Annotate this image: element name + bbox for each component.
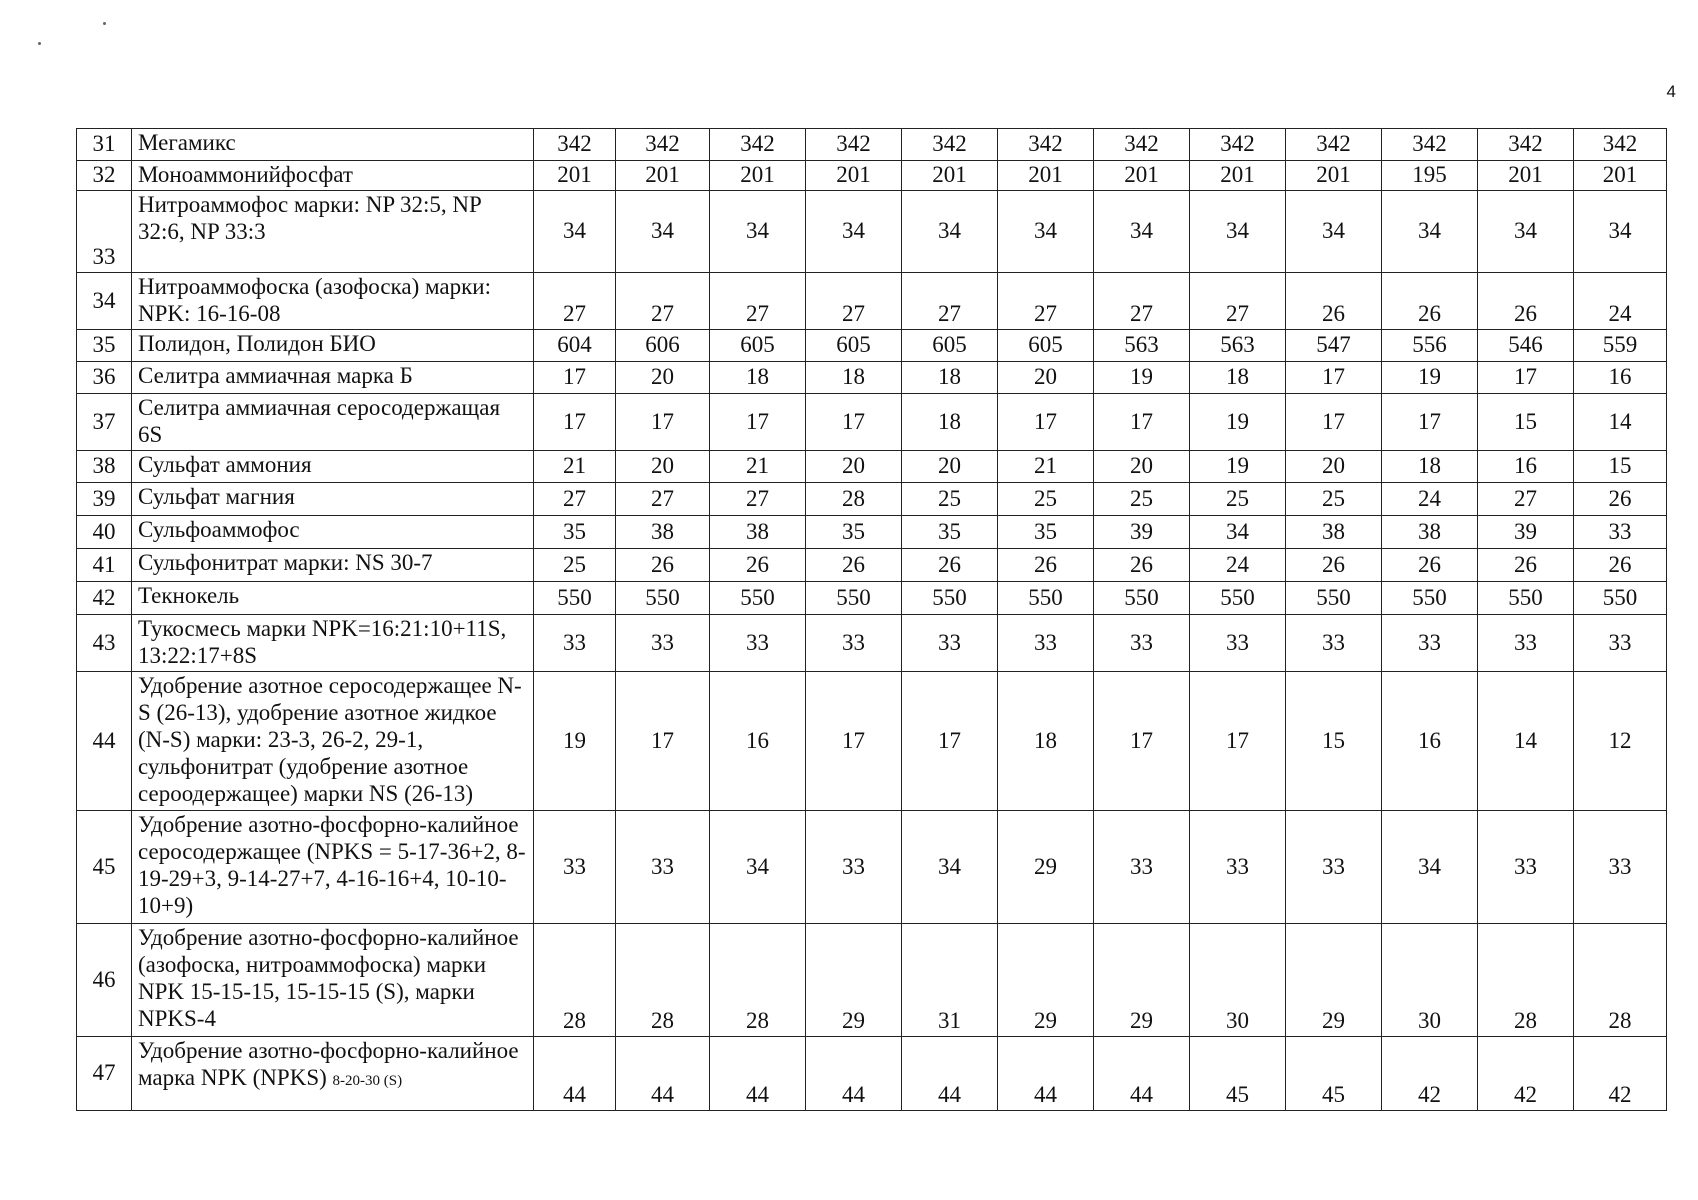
product-name-cell [132, 615, 534, 672]
table-row [77, 451, 1667, 483]
row-number: 45 [77, 811, 132, 924]
table-row [77, 1037, 1667, 1111]
value-cell: 342 [534, 129, 616, 161]
fertilizer-price-table [76, 128, 1667, 1111]
value-cell: 550 [998, 582, 1094, 615]
value-cell: 29 [998, 811, 1094, 924]
value-cell: 16 [1574, 362, 1667, 394]
value-cell: 342 [1382, 129, 1478, 161]
value-cell: 33 [534, 615, 616, 672]
value-cell: 18 [902, 394, 998, 451]
product-name: Полидон, Полидон БИО [138, 331, 376, 356]
value-cell: 42 [1574, 1037, 1667, 1111]
table-row [77, 672, 1667, 811]
product-name: Удобрение азотное серосодержащее N-S (26-13), удобрение азотное жидкое (N-S) марки: 23-3, 26-2, 29-1, сульфонитрат (удобрение азотное сероодержащее) марки NS (26-13) [138, 673, 522, 806]
value-cell: 34 [1094, 191, 1190, 273]
value-cell: 42 [1478, 1037, 1574, 1111]
product-name: Удобрение азотно-фосфорно-калийное марка NPK (NPKS) [138, 1038, 519, 1090]
value-cell: 33 [1574, 516, 1667, 549]
value-cell: 33 [616, 615, 710, 672]
value-cell: 24 [1382, 483, 1478, 516]
value-cell: 195 [1382, 161, 1478, 191]
table-row [77, 161, 1667, 191]
value-cell: 201 [1286, 161, 1382, 191]
product-name: Текнокель [138, 583, 240, 608]
value-cell: 34 [1478, 191, 1574, 273]
value-cell: 342 [902, 129, 998, 161]
value-cell: 14 [1574, 394, 1667, 451]
value-cell: 27 [710, 273, 806, 330]
value-cell: 28 [616, 924, 710, 1037]
value-cell: 24 [1574, 273, 1667, 330]
value-cell: 19 [534, 672, 616, 811]
value-cell: 15 [1478, 394, 1574, 451]
value-cell: 28 [534, 924, 616, 1037]
value-cell: 33 [806, 615, 902, 672]
value-cell: 18 [806, 362, 902, 394]
value-cell: 550 [1478, 582, 1574, 615]
product-name: Сульфат магния [138, 484, 295, 509]
value-cell: 17 [1286, 362, 1382, 394]
row-number: 43 [77, 615, 132, 672]
value-cell: 27 [616, 483, 710, 516]
value-cell: 26 [616, 549, 710, 582]
value-cell: 20 [806, 451, 902, 483]
value-cell: 15 [1286, 672, 1382, 811]
value-cell: 201 [902, 161, 998, 191]
product-name-cell [132, 582, 534, 615]
value-cell: 33 [616, 811, 710, 924]
value-cell: 18 [998, 672, 1094, 811]
row-number: 44 [77, 672, 132, 811]
value-cell: 201 [1574, 161, 1667, 191]
value-cell: 17 [1190, 672, 1286, 811]
value-cell: 34 [902, 811, 998, 924]
value-cell: 17 [1094, 394, 1190, 451]
value-cell: 28 [1574, 924, 1667, 1037]
value-cell: 342 [616, 129, 710, 161]
value-cell: 201 [534, 161, 616, 191]
product-name-suffix: 8-20-30 (S) [332, 1073, 403, 1089]
value-cell: 27 [1094, 273, 1190, 330]
value-cell: 606 [616, 330, 710, 362]
value-cell: 556 [1382, 330, 1478, 362]
value-cell: 33 [1190, 811, 1286, 924]
value-cell: 18 [1190, 362, 1286, 394]
product-name: Нитроаммофос марки: NP 32:5, NP 32:6, NP 33:3 [138, 192, 481, 244]
value-cell: 27 [902, 273, 998, 330]
value-cell: 25 [998, 483, 1094, 516]
value-cell: 25 [1286, 483, 1382, 516]
value-cell: 35 [806, 516, 902, 549]
value-cell: 20 [616, 362, 710, 394]
value-cell: 17 [1094, 672, 1190, 811]
value-cell: 33 [1478, 615, 1574, 672]
product-name-cell [132, 273, 534, 330]
value-cell: 201 [1190, 161, 1286, 191]
value-cell: 26 [1478, 273, 1574, 330]
value-cell: 605 [998, 330, 1094, 362]
value-cell: 44 [616, 1037, 710, 1111]
value-cell: 14 [1478, 672, 1574, 811]
value-cell: 25 [1094, 483, 1190, 516]
value-cell: 27 [710, 483, 806, 516]
value-cell: 20 [902, 451, 998, 483]
table-row [77, 394, 1667, 451]
value-cell: 563 [1190, 330, 1286, 362]
product-name: Тукосмесь марки NPK=16:21:10+11S, 13:22:17+8S [138, 616, 507, 668]
row-number: 47 [77, 1037, 132, 1111]
value-cell: 34 [1382, 191, 1478, 273]
value-cell: 17 [710, 394, 806, 451]
row-number: 36 [77, 362, 132, 394]
value-cell: 42 [1382, 1037, 1478, 1111]
table-row [77, 362, 1667, 394]
value-cell: 16 [1478, 451, 1574, 483]
table-row [77, 191, 1667, 273]
value-cell: 35 [902, 516, 998, 549]
value-cell: 28 [1478, 924, 1574, 1037]
product-name-cell [132, 191, 534, 273]
product-name: Удобрение азотно-фосфорно-калийное (азофоска, нитроаммофоска) марки NPK 15-15-15, 15-15-15 (S), марки NPKS-4 [138, 925, 519, 1031]
table-row [77, 615, 1667, 672]
value-cell: 16 [710, 672, 806, 811]
value-cell: 201 [710, 161, 806, 191]
value-cell: 17 [998, 394, 1094, 451]
value-cell: 45 [1190, 1037, 1286, 1111]
value-cell: 33 [1286, 615, 1382, 672]
value-cell: 27 [998, 273, 1094, 330]
value-cell: 26 [1382, 273, 1478, 330]
row-number: 41 [77, 549, 132, 582]
value-cell: 38 [710, 516, 806, 549]
value-cell: 201 [616, 161, 710, 191]
row-number: 46 [77, 924, 132, 1037]
value-cell: 26 [998, 549, 1094, 582]
value-cell: 17 [1382, 394, 1478, 451]
value-cell: 44 [534, 1037, 616, 1111]
value-cell: 33 [998, 615, 1094, 672]
table-row [77, 273, 1667, 330]
value-cell: 550 [534, 582, 616, 615]
product-name: Сульфат аммония [138, 452, 312, 477]
value-cell: 27 [616, 273, 710, 330]
value-cell: 33 [1094, 811, 1190, 924]
value-cell: 33 [1094, 615, 1190, 672]
value-cell: 33 [1478, 811, 1574, 924]
value-cell: 16 [1382, 672, 1478, 811]
value-cell: 33 [1574, 615, 1667, 672]
product-name-cell [132, 161, 534, 191]
product-name-cell [132, 924, 534, 1037]
value-cell: 342 [1286, 129, 1382, 161]
value-cell: 19 [1190, 451, 1286, 483]
value-cell: 550 [1286, 582, 1382, 615]
value-cell: 18 [902, 362, 998, 394]
value-cell: 17 [534, 362, 616, 394]
value-cell: 31 [902, 924, 998, 1037]
row-number: 31 [77, 129, 132, 161]
product-name: Нитроаммофоска (азофоска) марки: NPK: 16-16-08 [138, 274, 491, 326]
value-cell: 26 [1574, 483, 1667, 516]
value-cell: 18 [710, 362, 806, 394]
value-cell: 39 [1478, 516, 1574, 549]
product-name: Моноаммонийфосфат [138, 162, 353, 187]
value-cell: 26 [1286, 273, 1382, 330]
value-cell: 33 [1382, 615, 1478, 672]
row-number: 40 [77, 516, 132, 549]
table-row [77, 483, 1667, 516]
value-cell: 201 [806, 161, 902, 191]
value-cell: 34 [1574, 191, 1667, 273]
product-name-cell [132, 129, 534, 161]
row-number: 35 [77, 330, 132, 362]
value-cell: 33 [902, 615, 998, 672]
value-cell: 34 [806, 191, 902, 273]
value-cell: 21 [998, 451, 1094, 483]
value-cell: 34 [998, 191, 1094, 273]
value-cell: 546 [1478, 330, 1574, 362]
product-name-cell [132, 483, 534, 516]
value-cell: 17 [616, 672, 710, 811]
value-cell: 35 [534, 516, 616, 549]
value-cell: 17 [534, 394, 616, 451]
value-cell: 29 [1286, 924, 1382, 1037]
value-cell: 27 [1478, 483, 1574, 516]
table-row [77, 582, 1667, 615]
value-cell: 19 [1094, 362, 1190, 394]
table-row [77, 129, 1667, 161]
table-row [77, 924, 1667, 1037]
value-cell: 44 [806, 1037, 902, 1111]
value-cell: 27 [534, 483, 616, 516]
product-name-cell [132, 516, 534, 549]
value-cell: 44 [1094, 1037, 1190, 1111]
value-cell: 33 [1286, 811, 1382, 924]
value-cell: 28 [806, 483, 902, 516]
value-cell: 33 [710, 615, 806, 672]
value-cell: 28 [710, 924, 806, 1037]
value-cell: 550 [710, 582, 806, 615]
value-cell: 33 [806, 811, 902, 924]
table-row [77, 549, 1667, 582]
row-number: 39 [77, 483, 132, 516]
value-cell: 26 [1478, 549, 1574, 582]
value-cell: 342 [998, 129, 1094, 161]
value-cell: 39 [1094, 516, 1190, 549]
value-cell: 34 [1190, 516, 1286, 549]
value-cell: 34 [710, 811, 806, 924]
value-cell: 19 [1382, 362, 1478, 394]
product-name-cell [132, 451, 534, 483]
product-name: Селитра аммиачная марка Б [138, 363, 413, 388]
product-name-cell [132, 549, 534, 582]
value-cell: 33 [1574, 811, 1667, 924]
table-row [77, 811, 1667, 924]
value-cell: 26 [1574, 549, 1667, 582]
value-cell: 550 [1094, 582, 1190, 615]
product-name-cell [132, 1037, 534, 1111]
row-number: 32 [77, 161, 132, 191]
value-cell: 45 [1286, 1037, 1382, 1111]
value-cell: 20 [616, 451, 710, 483]
value-cell: 201 [1478, 161, 1574, 191]
product-name-cell [132, 330, 534, 362]
value-cell: 21 [534, 451, 616, 483]
value-cell: 27 [534, 273, 616, 330]
value-cell: 550 [1574, 582, 1667, 615]
value-cell: 15 [1574, 451, 1667, 483]
value-cell: 17 [806, 394, 902, 451]
value-cell: 26 [902, 549, 998, 582]
value-cell: 17 [1478, 362, 1574, 394]
value-cell: 605 [710, 330, 806, 362]
value-cell: 25 [902, 483, 998, 516]
value-cell: 29 [998, 924, 1094, 1037]
row-number: 37 [77, 394, 132, 451]
row-number: 34 [77, 273, 132, 330]
value-cell: 30 [1190, 924, 1286, 1037]
table-row [77, 330, 1667, 362]
value-cell: 604 [534, 330, 616, 362]
value-cell: 38 [1286, 516, 1382, 549]
value-cell: 17 [616, 394, 710, 451]
value-cell: 550 [616, 582, 710, 615]
product-name-cell [132, 394, 534, 451]
product-name: Селитра аммиачная серосодержащая 6S [138, 395, 501, 447]
value-cell: 550 [806, 582, 902, 615]
value-cell: 26 [710, 549, 806, 582]
value-cell: 342 [806, 129, 902, 161]
value-cell: 201 [1094, 161, 1190, 191]
value-cell: 21 [710, 451, 806, 483]
value-cell: 605 [806, 330, 902, 362]
page-number: 4 [1666, 82, 1676, 101]
value-cell: 559 [1574, 330, 1667, 362]
product-name-cell [132, 362, 534, 394]
value-cell: 342 [1478, 129, 1574, 161]
value-cell: 33 [534, 811, 616, 924]
scan-speck [38, 42, 41, 45]
value-cell: 27 [1190, 273, 1286, 330]
row-number: 33 [77, 191, 132, 273]
value-cell: 17 [806, 672, 902, 811]
value-cell: 29 [1094, 924, 1190, 1037]
value-cell: 550 [1190, 582, 1286, 615]
value-cell: 17 [902, 672, 998, 811]
value-cell: 34 [534, 191, 616, 273]
value-cell: 25 [1190, 483, 1286, 516]
value-cell: 550 [902, 582, 998, 615]
value-cell: 27 [806, 273, 902, 330]
value-cell: 25 [534, 549, 616, 582]
value-cell: 30 [1382, 924, 1478, 1037]
value-cell: 342 [1190, 129, 1286, 161]
value-cell: 29 [806, 924, 902, 1037]
value-cell: 44 [902, 1037, 998, 1111]
value-cell: 550 [1382, 582, 1478, 615]
value-cell: 563 [1094, 330, 1190, 362]
value-cell: 26 [1094, 549, 1190, 582]
value-cell: 342 [1574, 129, 1667, 161]
value-cell: 26 [806, 549, 902, 582]
value-cell: 342 [1094, 129, 1190, 161]
value-cell: 33 [1190, 615, 1286, 672]
value-cell: 24 [1190, 549, 1286, 582]
value-cell: 34 [1286, 191, 1382, 273]
scan-speck [103, 22, 106, 25]
row-number: 38 [77, 451, 132, 483]
value-cell: 34 [710, 191, 806, 273]
value-cell: 44 [998, 1037, 1094, 1111]
table-body [77, 129, 1667, 1111]
value-cell: 35 [998, 516, 1094, 549]
value-cell: 20 [998, 362, 1094, 394]
value-cell: 34 [1190, 191, 1286, 273]
value-cell: 201 [998, 161, 1094, 191]
product-name-cell [132, 811, 534, 924]
value-cell: 26 [1286, 549, 1382, 582]
row-number: 42 [77, 582, 132, 615]
value-cell: 17 [1286, 394, 1382, 451]
value-cell: 19 [1190, 394, 1286, 451]
value-cell: 34 [616, 191, 710, 273]
value-cell: 38 [1382, 516, 1478, 549]
value-cell: 605 [902, 330, 998, 362]
product-name-cell [132, 672, 534, 811]
value-cell: 20 [1094, 451, 1190, 483]
value-cell: 26 [1382, 549, 1478, 582]
value-cell: 34 [1382, 811, 1478, 924]
value-cell: 34 [902, 191, 998, 273]
product-name: Сульфоаммофос [138, 517, 300, 542]
value-cell: 18 [1382, 451, 1478, 483]
product-name: Удобрение азотно-фосфорно-калийное серосодержащее (NPKS = 5-17-36+2, 8-19-29+3, 9-14-27+7, 4-16-16+4, 10-10-10+9) [138, 812, 526, 918]
value-cell: 44 [710, 1037, 806, 1111]
value-cell: 20 [1286, 451, 1382, 483]
product-name: Мегамикс [138, 130, 236, 155]
table-row [77, 516, 1667, 549]
value-cell: 38 [616, 516, 710, 549]
product-name: Сульфонитрат марки: NS 30-7 [138, 550, 433, 575]
value-cell: 12 [1574, 672, 1667, 811]
value-cell: 547 [1286, 330, 1382, 362]
value-cell: 342 [710, 129, 806, 161]
